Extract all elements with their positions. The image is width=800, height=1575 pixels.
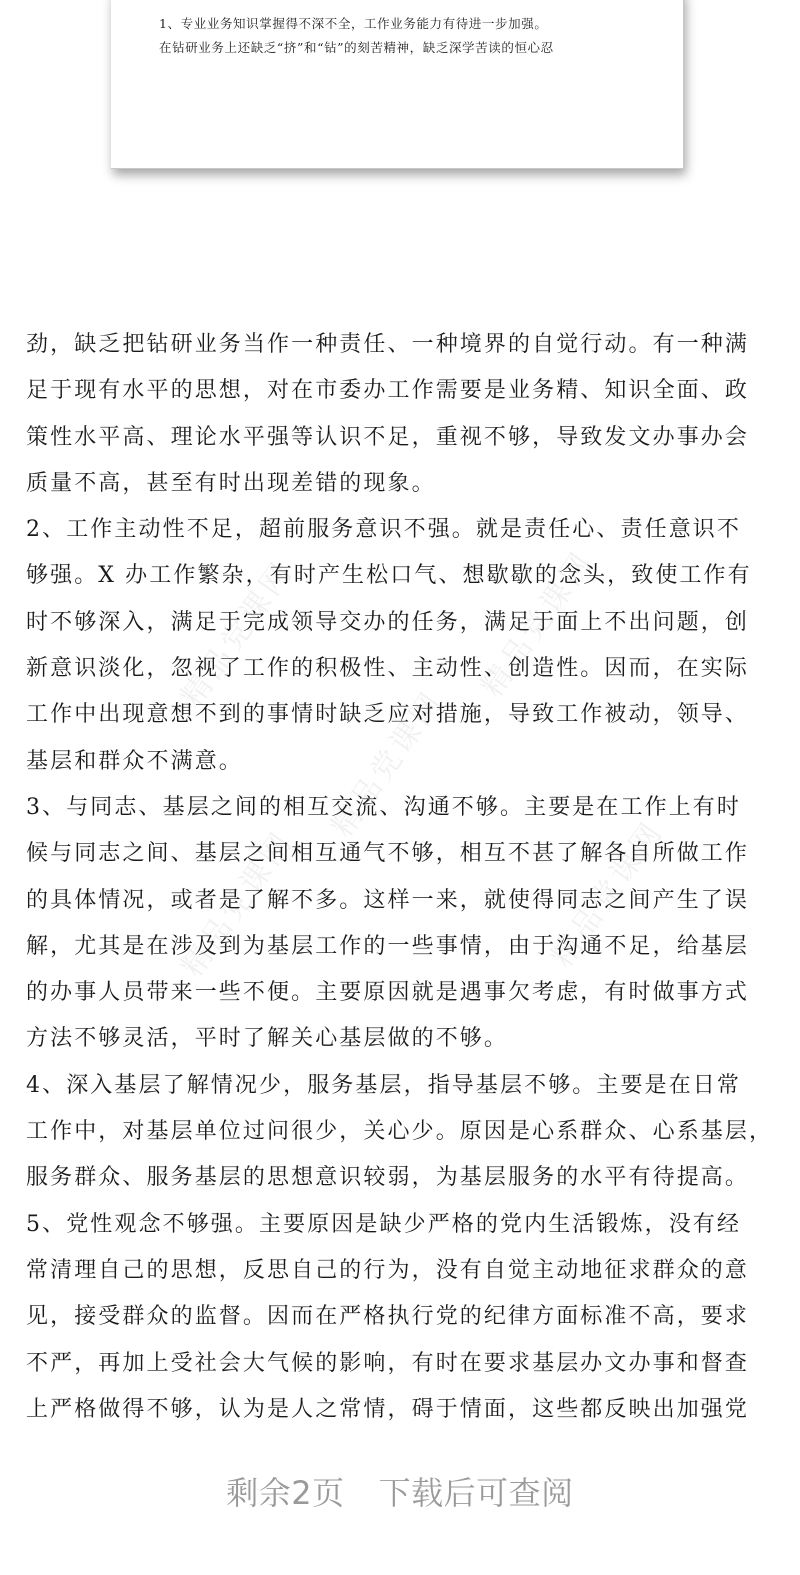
- download-hint-label: 下载后可查阅: [378, 1474, 574, 1512]
- body-line: 够强。X 办工作繁杂，有时产生松口气、想歇歇的念头，致使工作有: [26, 563, 752, 589]
- body-line: 5、党性观念不够强。主要原因是缺少严格的党内生活锻炼，没有经: [26, 1211, 741, 1237]
- watermark: 精品党课网: [174, 554, 301, 714]
- preview-line-2: 在钻研业务上还缺乏“挤”和“钻”的刻苦精神，缺乏深学苦读的恒心忍: [159, 40, 554, 55]
- body-line: 候与同志之间、基层之间相互通气不够，相互不甚了解各自所做工作: [26, 841, 750, 867]
- body-line: 劲，缺乏把钻研业务当作一种责任、一种境界的自觉行动。有一种满: [26, 332, 750, 357]
- body-line: 的办事人员带来一些不便。主要原因就是遇事欠考虑，有时做事方式: [26, 980, 750, 1006]
- body-line: 不严，再加上受社会大气候的影响，有时在要求基层办文办事和督查: [26, 1350, 750, 1376]
- watermark: 精品党课网: [544, 814, 671, 974]
- body-line: 服务群众、服务基层的思想意识较弱，为基层服务的水平有待提高。: [26, 1165, 750, 1191]
- body-line: 上严格做得不够，认为是人之常情，碍于情面，这些都反映出加强党: [26, 1396, 750, 1422]
- body-line: 时不够深入，满足于完成领导交办的任务，满足于面上不出问题，创: [26, 609, 750, 635]
- body-line: 方法不够灵活，平时了解关心基层做的不够。: [26, 1026, 509, 1052]
- watermark: 精品党课网: [174, 824, 301, 984]
- watermark: 精品党课网: [324, 684, 451, 844]
- body-line: 工作中出现意想不到的事情时缺乏应对措施，导致工作被动，领导、: [26, 702, 750, 728]
- body-line: 解，尤其是在涉及到为基层工作的一些事情，由于沟通不足，给基层: [26, 933, 750, 959]
- preview-page-card: [111, 0, 684, 169]
- body-line: 工作中，对基层单位过问很少，关心少。原因是心系群众、心系基层，: [26, 1119, 774, 1145]
- document-body: [26, 327, 786, 1438]
- body-line: 见，接受群众的监督。因而在严格执行党的纪律方面标准不高，要求: [26, 1304, 750, 1330]
- body-line: 新意识淡化，忽视了工作的积极性、主动性、创造性。因而，在实际: [26, 656, 750, 682]
- download-to-read-banner[interactable]: [0, 1468, 800, 1514]
- body-line: 策性水平高、理论水平强等认识不足，重视不够，导致发文办事办会: [26, 424, 750, 450]
- body-line: 质量不高，甚至有时出现差错的现象。: [26, 470, 436, 496]
- body-line: 基层和群众不满意。: [26, 748, 243, 774]
- body-line: 足于现有水平的思想，对在市委办工作需要是业务精、知识全面、政: [26, 378, 750, 404]
- body-line: 2、工作主动性不足，超前服务意识不强。就是责任心、责任意识不: [26, 517, 741, 543]
- remaining-pages-label: 剩余2页: [226, 1474, 345, 1512]
- preview-line-1: 1、专业业务知识掌握得不深不全，工作业务能力有待进一步加强。: [159, 16, 548, 31]
- body-line: 的具体情况，或者是了解不多。这样一来，就使得同志之间产生了误: [26, 887, 750, 913]
- body-line: 常清理自己的思想，反思自己的行为，没有自觉主动地征求群众的意: [26, 1257, 750, 1283]
- body-line: 4、深入基层了解情况少，服务基层，指导基层不够。主要是在日常: [26, 1072, 741, 1098]
- watermark: 精品党课网: [474, 544, 601, 704]
- body-line: 3、与同志、基层之间的相互交流、沟通不够。主要是在工作上有时: [26, 794, 741, 820]
